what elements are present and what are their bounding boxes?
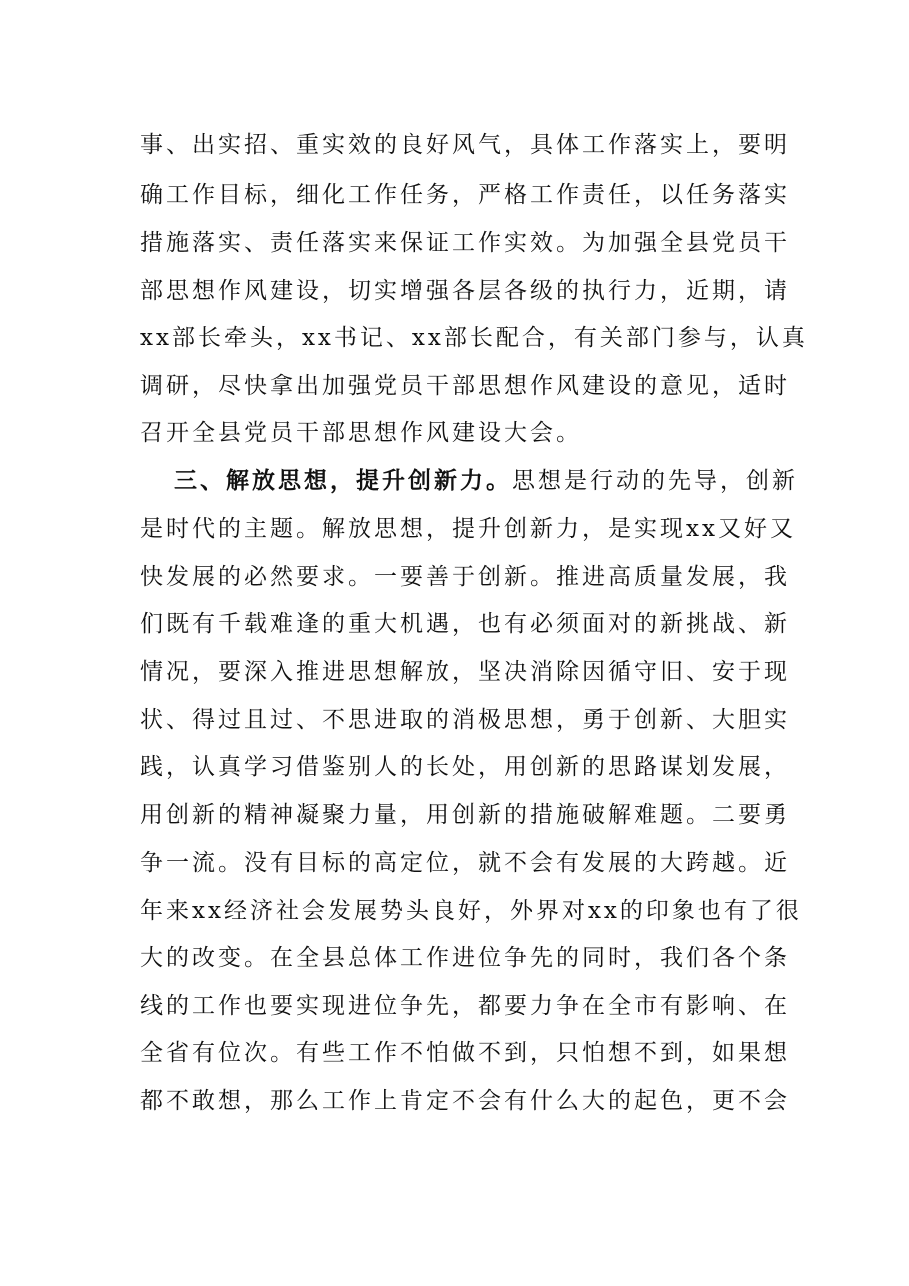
paragraph-line: 事、出实招、重实效的良好风气，具体工作落实上，要明 <box>140 132 790 158</box>
paragraph-first-line <box>174 466 798 496</box>
paragraph-line: 状、得过且过、不思进取的消极思想，勇于创新、大胆实 <box>140 707 790 733</box>
paragraph-line: xx部长牵头，xx书记、xx部长配合，有关部门参与，认真 <box>140 325 808 351</box>
paragraph-line: 年来xx经济社会发展势头良好，外界对xx的印象也有了很 <box>140 898 802 924</box>
paragraph-line: 部思想作风建设，切实增强各层各级的执行力，近期，请 <box>140 278 790 304</box>
paragraph-line: 全省有位次。有些工作不怕做不到，只怕想不到，如果想 <box>140 1040 790 1066</box>
paragraph-line: 召开全县党员干部思想作风建设大会。 <box>140 420 582 446</box>
paragraph-line: 情况，要深入推进思想解放，坚决消除因循守旧、安于现 <box>140 659 790 685</box>
paragraph-line: 确工作目标，细化工作任务，严格工作责任，以任务落实 <box>140 182 790 208</box>
paragraph-line: 线的工作也要实现进位争先，都要力争在全市有影响、在 <box>140 993 790 1019</box>
paragraph-text: 思想是行动的先导，创新 <box>512 468 798 494</box>
paragraph-line: 快发展的必然要求。一要善于创新。推进高质量发展，我 <box>140 564 790 590</box>
paragraph-line: 是时代的主题。解放思想，提升创新力，是实现xx又好又 <box>140 516 796 542</box>
paragraph-line: 都不敢想，那么工作上肯定不会有什么大的起色，更不会 <box>140 1088 790 1114</box>
paragraph-line: 用创新的精神凝聚力量，用创新的措施破解难题。二要勇 <box>140 802 790 828</box>
section-heading: 三、解放思想，提升创新力。 <box>174 468 512 494</box>
paragraph-line: 践，认真学习借鉴别人的长处，用创新的思路谋划发展， <box>140 754 790 780</box>
paragraph-line: 们既有千载难逢的重大机遇，也有必须面对的新挑战、新 <box>140 611 790 637</box>
paragraph-line: 措施落实、责任落实来保证工作实效。为加强全县党员干 <box>140 230 790 256</box>
paragraph-line: 争一流。没有目标的高定位，就不会有发展的大跨越。近 <box>140 850 790 876</box>
paragraph-line: 调研，尽快拿出加强党员干部思想作风建设的意见，适时 <box>140 373 790 399</box>
paragraph-line: 大的改变。在全县总体工作进位争先的同时，我们各个条 <box>140 945 790 971</box>
